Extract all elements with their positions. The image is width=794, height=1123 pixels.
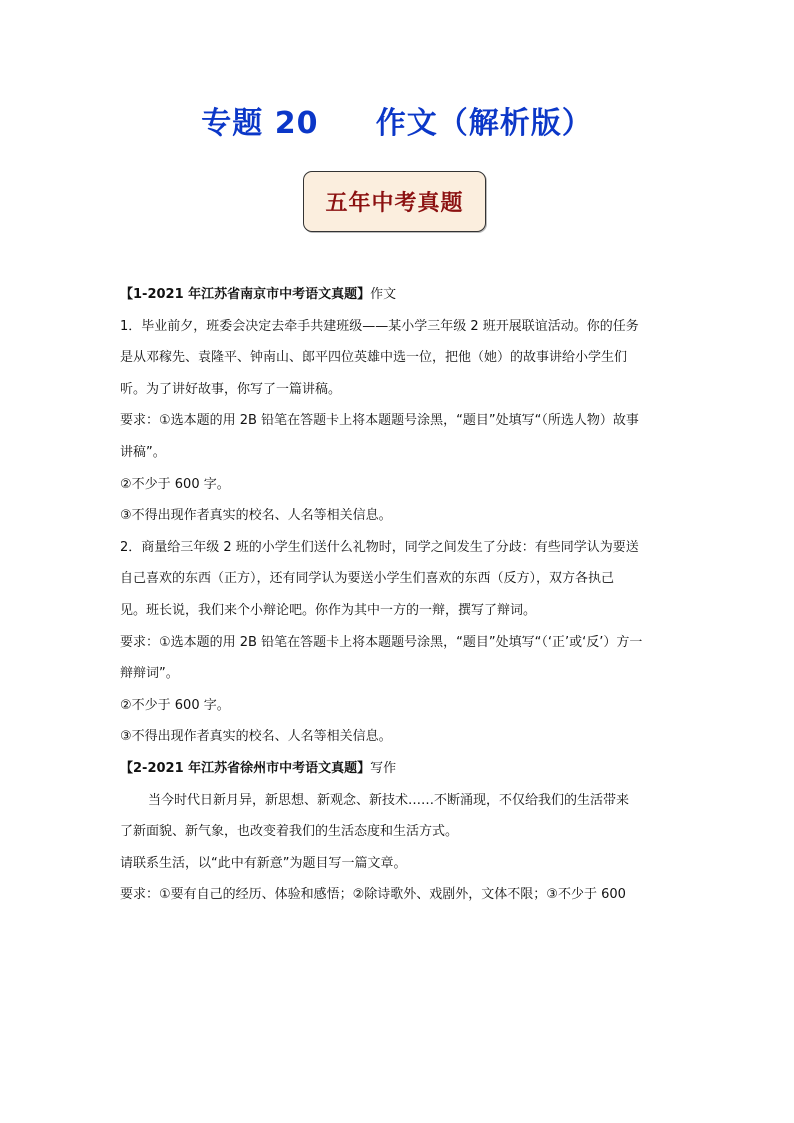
body-line: ③不得出现作者真实的校名、人名等相关信息。: [120, 729, 392, 745]
body-line: 见。班长说，我们来个小辩论吧。你作为其中一方的一辩，撰写了辩词。: [120, 602, 537, 618]
question-source: 【2-2021 年江苏省徐州市中考语文真题】: [120, 760, 371, 776]
body-line: 请联系生活，以“此中有新意”为题目写一篇文章。: [120, 855, 407, 871]
body-line: 自己喜欢的东西（正方），还有同学认为要送小学生们喜欢的东西（反方），双方各执己: [120, 571, 615, 587]
body-line: 辩辩词”。: [120, 666, 179, 682]
body-line: ②不少于 600 字。: [120, 476, 230, 492]
section-label: 五年中考真题: [325, 190, 464, 216]
question-heading: [120, 279, 680, 311]
body-line: 听。为了讲好故事，你写了一篇讲稿。: [120, 381, 342, 397]
section-label-box: [303, 171, 486, 232]
body-line: 是从邓稼先、袁隆平、钟南山、郎平四位英雄中选一位，把他（她）的故事讲给小学生们: [120, 350, 628, 366]
question-source: 【1-2021 年江苏省南京市中考语文真题】: [120, 287, 371, 302]
body-line: ③不得出现作者真实的校名、人名等相关信息。: [120, 508, 392, 524]
body-line: 当今时代日新月异，新思想、新观念、新技术……不断涌现，不仅给我们的生活带来: [148, 792, 630, 808]
document-body: [120, 279, 680, 911]
question-type: 写作: [370, 760, 397, 776]
body-line: ②不少于 600 字。: [120, 697, 230, 713]
question-heading: [120, 753, 680, 785]
page-title: 专题 20 作文（解析版）: [201, 106, 593, 141]
body-line: 了新面貌、新气象，也改变着我们的生活态度和生活方式。: [120, 824, 459, 840]
body-line: 2．商量给三年级 2 班的小学生们送什么礼物时，同学之间发生了分歧：有些同学认为要送: [120, 539, 639, 555]
body-line: 要求：①选本题的用 2B 铅笔在答题卡上将本题题号涂黑，“题目”处填写“（所选人物）故事: [120, 413, 639, 429]
body-line: 要求：①要有自己的经历、体验和感悟；②除诗歌外、戏剧外，文体不限；③不少于 600: [120, 887, 626, 903]
body-line: 1．毕业前夕，班委会决定去牵手共建班级——某小学三年级 2 班开展联谊活动。你的任务: [120, 318, 639, 334]
body-line: 要求：①选本题的用 2B 铅笔在答题卡上将本题题号涂黑，“题目”处填写“（‘正’或‘反’）方一: [120, 634, 643, 650]
question-type: 作文: [370, 287, 397, 302]
body-line: 讲稿”。: [120, 444, 166, 460]
